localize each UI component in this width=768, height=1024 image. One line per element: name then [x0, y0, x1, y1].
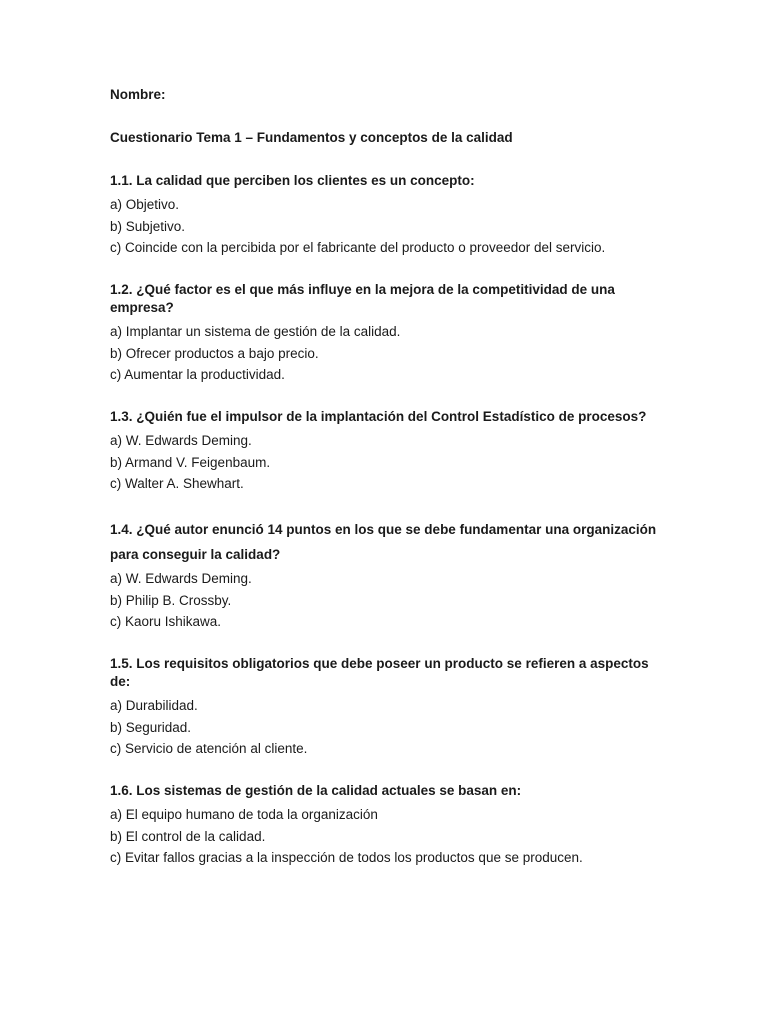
options-list — [110, 195, 670, 257]
option-c: c) Aumentar la productividad. — [110, 367, 285, 382]
name-label: Nombre: — [110, 87, 166, 102]
options-list — [110, 805, 670, 867]
option-a: a) Implantar un sistema de gestión de la calidad. — [110, 324, 401, 339]
question-text: 1.5. Los requisitos obligatorios que debe poseer un producto se refieren a aspectos de: — [110, 656, 649, 689]
option-a: a) Objetivo. — [110, 197, 180, 212]
question-1-5 — [110, 655, 670, 758]
options-list — [110, 569, 670, 631]
question-text: 1.1. La calidad que perciben los clientes es un concepto: — [110, 173, 475, 188]
option-c: c) Coincide con la percibida por el fabricante del producto o proveedor del servicio. — [110, 240, 606, 255]
option-b: b) Armand V. Feigenbaum. — [110, 454, 271, 470]
question-1-1 — [110, 172, 670, 257]
option-c: c) Servicio de atención al cliente. — [110, 741, 308, 756]
question-1-6 — [110, 782, 670, 867]
question-text: 1.3. ¿Quién fue el impulsor de la implantación del Control Estadístico de procesos? — [110, 409, 647, 424]
question-text: 1.2. ¿Qué factor es el que más influye en la mejora de la competitividad de una empresa? — [110, 282, 615, 315]
option-c: c) Walter A. Shewhart. — [110, 476, 244, 491]
questionnaire-page — [110, 86, 670, 891]
option-b: b) El control de la calidad. — [110, 828, 266, 844]
option-a: a) El equipo humano de toda la organización — [110, 807, 378, 822]
option-b: b) Subjetivo. — [110, 218, 186, 234]
question-1-2 — [110, 281, 670, 384]
option-a: a) W. Edwards Deming. — [110, 571, 252, 586]
options-list — [110, 696, 670, 758]
document-title: Cuestionario Tema 1 – Fundamentos y conceptos de la calidad — [110, 130, 513, 145]
option-c: c) Kaoru Ishikawa. — [110, 614, 222, 629]
question-text: 1.4. ¿Qué autor enunció 14 puntos en los que se debe fundamentar una organización para conseguir la calidad? — [110, 522, 657, 562]
options-list — [110, 322, 670, 384]
options-list — [110, 431, 670, 493]
option-c: c) Evitar fallos gracias a la inspección de todos los productos que se producen. — [110, 850, 583, 865]
question-1-4 — [110, 517, 670, 631]
option-a: a) W. Edwards Deming. — [110, 433, 252, 448]
option-b: b) Ofrecer productos a bajo precio. — [110, 345, 319, 361]
option-b: b) Seguridad. — [110, 719, 192, 735]
option-b: b) Philip B. Crossby. — [110, 592, 232, 608]
question-text: 1.6. Los sistemas de gestión de la calidad actuales se basan en: — [110, 783, 522, 798]
option-a: a) Durabilidad. — [110, 698, 198, 713]
question-1-3 — [110, 408, 670, 493]
